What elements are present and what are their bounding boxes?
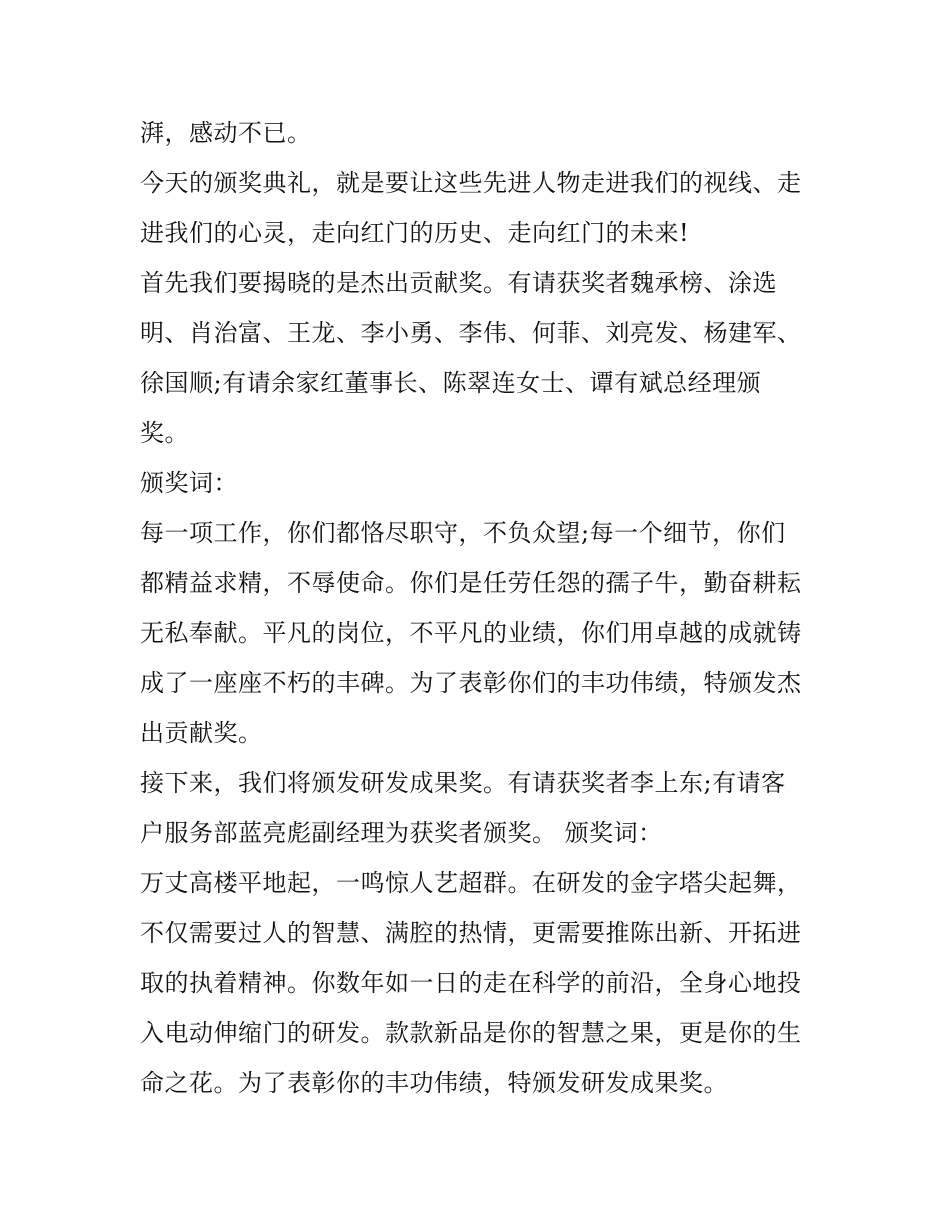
text-line: 每一项工作，你们都恪尽职守，不负众望;每一个细节，你们 [140, 519, 786, 547]
text-line: 取的执着精神。你数年如一日的走在科学的前沿，全身心地投 [140, 969, 802, 997]
document-body [140, 108, 820, 1108]
text-line: 都精益求精，不辱使命。你们是任劳任怨的孺子牛，勤奋耕耘 [140, 569, 802, 597]
text-line: 入电动伸缩门的研发。款款新品是你的智慧之果，更是你的生 [140, 1019, 802, 1047]
text-line: 无私奉献。平凡的岗位，不平凡的业绩，你们用卓越的成就铸 [140, 619, 802, 647]
section-heading: 颁奖词： [140, 469, 238, 497]
text-line: 万丈高楼平地起，一鸣惊人艺超群。在研发的金字塔尖起舞， [140, 869, 802, 897]
text-line: 命之花。为了表彰你的丰功伟绩，特颁发研发成果奖。 [140, 1069, 728, 1097]
text-line: 成了一座座不朽的丰碑。为了表彰你们的丰功伟绩，特颁发杰 [140, 669, 802, 697]
text-line: 湃，感动不已。 [140, 119, 312, 147]
text-line: 进我们的心灵，走向红门的历史、走向红门的未来! [140, 219, 690, 247]
text-line: 出贡献奖。 [140, 719, 263, 747]
text-line: 徐国顺;有请余家红董事长、陈翠连女士、谭有斌总经理颁 [140, 369, 762, 397]
text-line: 接下来，我们将颁发研发成果奖。有请获奖者李上东;有请客 [140, 769, 786, 797]
text-line: 奖。 [140, 419, 189, 447]
text-line: 首先我们要揭晓的是杰出贡献奖。有请获奖者魏承榜、涂选 [140, 269, 777, 297]
text-line: 今天的颁奖典礼，就是要让这些先进人物走进我们的视线、走 [140, 169, 802, 197]
text-line: 户服务部蓝亮彪副经理为获奖者颁奖。 颁奖词： [140, 819, 663, 847]
text-line: 明、肖治富、王龙、李小勇、李伟、何菲、刘亮发、杨建军、 [140, 319, 802, 347]
text-line: 不仅需要过人的智慧、满腔的热情，更需要推陈出新、开拓进 [140, 919, 802, 947]
